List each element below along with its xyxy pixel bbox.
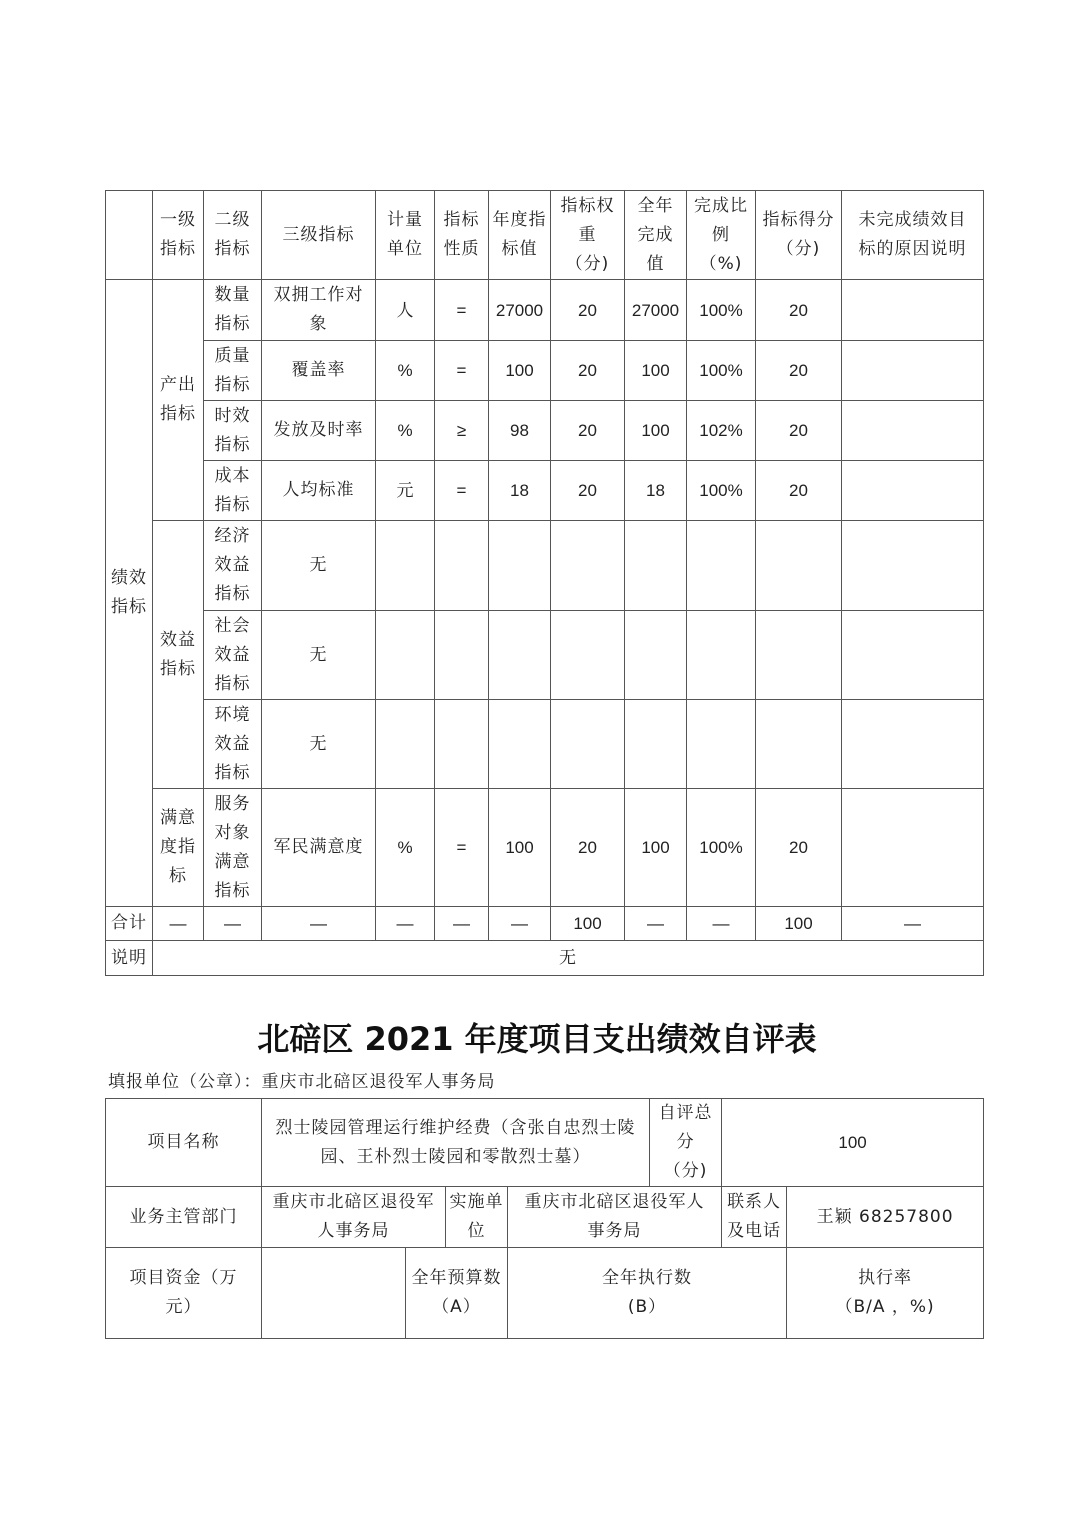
level3-indicator: 无 (262, 521, 376, 611)
cell-nature (435, 521, 489, 611)
level2-indicator: 成本 指标 (204, 461, 262, 521)
impl-unit-label: 实施单 位 (446, 1187, 508, 1248)
total-level3: — (262, 907, 376, 941)
level2-indicator: 社会 效益 指标 (204, 611, 262, 700)
total-reason: — (842, 907, 984, 941)
cell-nature: = (435, 789, 489, 907)
table-row (106, 401, 984, 461)
level2-indicator: 服务 对象 满意 指标 (204, 789, 262, 907)
header-nature: 指标 性质 (435, 191, 489, 280)
cell-nature: = (435, 341, 489, 401)
performance-group-label: 绩效 指标 (106, 280, 153, 907)
cell-actual: 100 (625, 341, 687, 401)
table-row (106, 461, 984, 521)
cell-reason (842, 700, 984, 789)
cell-ratio (687, 521, 756, 611)
header-annual-actual: 全年 完成 值 (625, 191, 687, 280)
total-ratio: — (687, 907, 756, 941)
cell-unit (376, 521, 435, 611)
cell-ratio (687, 700, 756, 789)
total-target: — (489, 907, 551, 941)
table-row (106, 611, 984, 700)
cell-weight: 20 (551, 789, 625, 907)
level3-indicator: 军民满意度 (262, 789, 376, 907)
cell-score: 20 (756, 280, 842, 341)
cell-reason (842, 789, 984, 907)
filler-unit-line: 填报单位（公章）：重庆市北碚区退役军人事务局 (108, 1072, 496, 1092)
cell-score (756, 700, 842, 789)
cell-target (489, 521, 551, 611)
output-indicator-label: 产出 指标 (153, 280, 204, 521)
cell-target (489, 611, 551, 700)
cell-weight (551, 521, 625, 611)
self-score-label: 自评总分 （分) (650, 1099, 722, 1187)
project-name-value: 烈士陵园管理运行维护经费（含张自忠烈士陵 园、王朴烈士陵园和零散烈士墓） (262, 1099, 650, 1187)
cell-reason (842, 611, 984, 700)
self-score-value: 100 (722, 1099, 984, 1187)
cell-weight: 20 (551, 461, 625, 521)
cell-ratio: 100% (687, 280, 756, 341)
cell-actual (625, 700, 687, 789)
header-completion-ratio: 完成比 例 （%) (687, 191, 756, 280)
cell-reason (842, 401, 984, 461)
cell-ratio (687, 611, 756, 700)
level3-indicator: 无 (262, 611, 376, 700)
cell-actual (625, 611, 687, 700)
dept-label: 业务主管部门 (106, 1187, 262, 1248)
cell-weight: 20 (551, 280, 625, 341)
level3-indicator: 覆盖率 (262, 341, 376, 401)
project-info-table (105, 1098, 984, 1339)
total-weight: 100 (551, 907, 625, 941)
cell-ratio: 100% (687, 341, 756, 401)
benefit-indicator-label: 效益 指标 (153, 521, 204, 789)
level3-indicator: 人均标准 (262, 461, 376, 521)
cell-unit: % (376, 401, 435, 461)
cell-unit: 元 (376, 461, 435, 521)
cell-score: 20 (756, 401, 842, 461)
cell-target: 98 (489, 401, 551, 461)
table-row (106, 700, 984, 789)
header-weight: 指标权 重 （分) (551, 191, 625, 280)
cell-score: 20 (756, 461, 842, 521)
fund-label: 项目资金（万 元） (106, 1248, 262, 1339)
header-level2: 二级 指标 (204, 191, 262, 280)
header-reason: 未完成绩效目 标的原因说明 (842, 191, 984, 280)
cell-score: 20 (756, 789, 842, 907)
total-label: 合计 (106, 907, 153, 941)
header-level1: 一级 指标 (153, 191, 204, 280)
level2-indicator: 质量 指标 (204, 341, 262, 401)
cell-actual: 27000 (625, 280, 687, 341)
project-name-label: 项目名称 (106, 1099, 262, 1187)
cell-reason (842, 280, 984, 341)
total-score: 100 (756, 907, 842, 941)
performance-indicator-table (105, 190, 984, 976)
cell-ratio: 100% (687, 789, 756, 907)
cell-unit (376, 700, 435, 789)
cell-ratio: 102% (687, 401, 756, 461)
total-level2: — (204, 907, 262, 941)
note-label: 说明 (106, 941, 153, 976)
cell-unit: 人 (376, 280, 435, 341)
total-level1: — (153, 907, 204, 941)
impl-unit-value: 重庆市北碚区退役军人 事务局 (508, 1187, 722, 1248)
cell-score (756, 521, 842, 611)
fund-value (262, 1248, 406, 1339)
cell-actual (625, 521, 687, 611)
level2-indicator: 时效 指标 (204, 401, 262, 461)
cell-weight (551, 611, 625, 700)
cell-nature (435, 611, 489, 700)
table-row (106, 280, 984, 341)
header-score: 指标得分 （分) (756, 191, 842, 280)
cell-weight: 20 (551, 401, 625, 461)
cell-reason (842, 461, 984, 521)
exec-rate-label: 执行率 （B/A ，%) (787, 1248, 984, 1339)
header-blank (106, 191, 153, 280)
contact-value: 王颖 68257800 (787, 1187, 984, 1248)
cell-unit: % (376, 789, 435, 907)
cell-unit: % (376, 341, 435, 401)
level2-indicator: 环境 效益 指标 (204, 700, 262, 789)
cell-score (756, 611, 842, 700)
dept-value: 重庆市北碚区退役军 人事务局 (262, 1187, 446, 1248)
cell-actual: 18 (625, 461, 687, 521)
cell-actual: 100 (625, 401, 687, 461)
cell-score: 20 (756, 341, 842, 401)
header-unit: 计量 单位 (376, 191, 435, 280)
cell-ratio: 100% (687, 461, 756, 521)
cell-reason (842, 521, 984, 611)
cell-target: 100 (489, 341, 551, 401)
level3-indicator: 无 (262, 700, 376, 789)
table-row (106, 789, 984, 907)
header-annual-target: 年度指 标值 (489, 191, 551, 280)
cell-weight: 20 (551, 341, 625, 401)
contact-label: 联系人 及电话 (722, 1187, 787, 1248)
cell-target (489, 700, 551, 789)
header-level3: 三级指标 (262, 191, 376, 280)
cell-unit (376, 611, 435, 700)
total-unit: — (376, 907, 435, 941)
level3-indicator: 发放及时率 (262, 401, 376, 461)
cell-target: 18 (489, 461, 551, 521)
budget-label: 全年预算数 （A） (406, 1248, 508, 1339)
cell-target: 100 (489, 789, 551, 907)
page-title: 北碚区 2021 年度项目支出绩效自评表 (257, 1020, 817, 1058)
cell-nature: = (435, 280, 489, 341)
cell-reason (842, 341, 984, 401)
total-actual: — (625, 907, 687, 941)
exec-label: 全年执行数 (B） (508, 1248, 787, 1339)
cell-nature: ≥ (435, 401, 489, 461)
level2-indicator: 经济 效益 指标 (204, 521, 262, 611)
total-nature: — (435, 907, 489, 941)
level2-indicator: 数量 指标 (204, 280, 262, 341)
cell-target: 27000 (489, 280, 551, 341)
table-row (106, 341, 984, 401)
cell-actual: 100 (625, 789, 687, 907)
cell-nature: = (435, 461, 489, 521)
cell-weight (551, 700, 625, 789)
satisfaction-indicator-label: 满意 度指 标 (153, 789, 204, 907)
table-row (106, 521, 984, 611)
note-value: 无 (153, 941, 984, 976)
cell-nature (435, 700, 489, 789)
level3-indicator: 双拥工作对 象 (262, 280, 376, 341)
